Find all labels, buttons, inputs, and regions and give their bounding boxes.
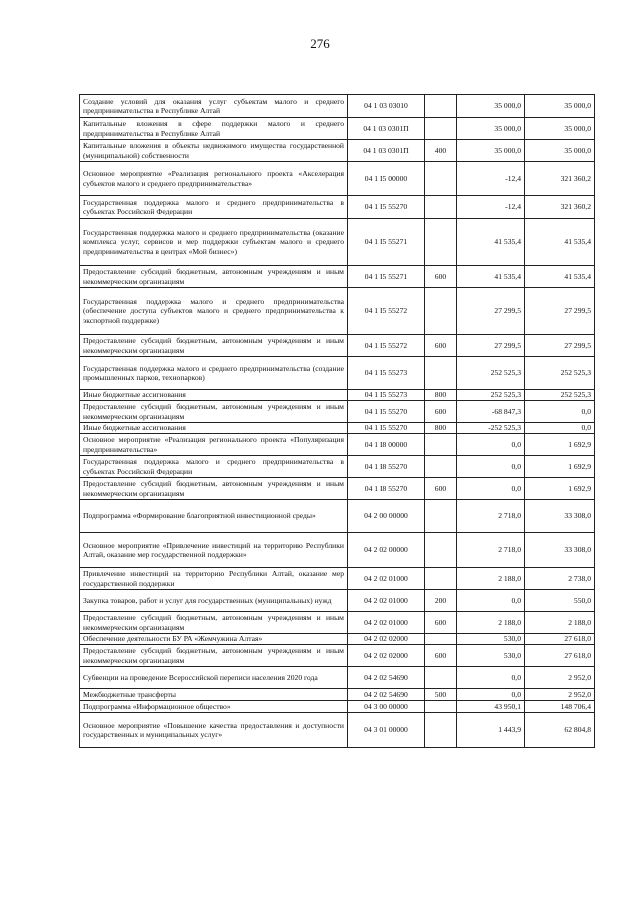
budget-code-cell: 04 1 I8 55270 <box>348 478 425 500</box>
table-row <box>80 701 595 713</box>
amount-change-cell: 530,0 <box>457 645 525 667</box>
table-row <box>80 401 595 423</box>
budget-table-body <box>80 95 595 748</box>
amount-total-cell: 2 952,0 <box>525 667 595 689</box>
budget-code-cell: 04 1 I5 55270 <box>348 196 425 219</box>
item-name-cell: Иные бюджетные ассигнования <box>80 423 348 434</box>
amount-change-cell: 530,0 <box>457 634 525 645</box>
item-name-cell: Государственная поддержка малого и среднего предпринимательства в субъектах Российской Федерации <box>80 456 348 478</box>
table-row <box>80 478 595 500</box>
amount-total-cell: 35 000,0 <box>525 95 595 118</box>
budget-code-cell: 04 2 02 54690 <box>348 667 425 689</box>
amount-change-cell: 43 950,1 <box>457 701 525 713</box>
item-name-cell: Предоставление субсидий бюджетным, автономным учреждениям и иным некоммерческим организациям <box>80 478 348 500</box>
table-row <box>80 667 595 689</box>
budget-code-cell: 04 1 03 0301П <box>348 118 425 140</box>
table-row <box>80 634 595 645</box>
amount-change-cell: 27 299,5 <box>457 335 525 357</box>
amount-total-cell: 0,0 <box>525 423 595 434</box>
expense-type-cell: 400 <box>425 140 457 162</box>
table-row <box>80 390 595 401</box>
expense-type-cell <box>425 533 457 568</box>
table-row <box>80 335 595 357</box>
amount-total-cell: 2 188,0 <box>525 612 595 634</box>
expense-type-cell: 600 <box>425 401 457 423</box>
budget-code-cell: 04 1 I5 00000 <box>348 162 425 196</box>
amount-change-cell: -12,4 <box>457 196 525 219</box>
amount-change-cell: 0,0 <box>457 689 525 701</box>
amount-total-cell: 252 525,3 <box>525 357 595 390</box>
budget-code-cell: 04 2 02 02000 <box>348 645 425 667</box>
amount-change-cell: 2 188,0 <box>457 568 525 590</box>
expense-type-cell <box>425 456 457 478</box>
table-row <box>80 140 595 162</box>
table-row <box>80 219 595 266</box>
expense-type-cell: 600 <box>425 645 457 667</box>
item-name-cell: Предоставление субсидий бюджетным, автономным учреждениям и иным некоммерческим организациям <box>80 335 348 357</box>
expense-type-cell <box>425 634 457 645</box>
amount-total-cell: 27 299,5 <box>525 288 595 335</box>
budget-code-cell: 04 2 02 02000 <box>348 634 425 645</box>
budget-code-cell: 04 1 I8 00000 <box>348 434 425 456</box>
amount-total-cell: 1 692,9 <box>525 434 595 456</box>
item-name-cell: Субвенции на проведение Всероссийской переписи населения 2020 года <box>80 667 348 689</box>
budget-code-cell: 04 3 00 00000 <box>348 701 425 713</box>
amount-change-cell: 41 535,4 <box>457 266 525 288</box>
amount-total-cell: 1 692,9 <box>525 456 595 478</box>
amount-total-cell: 2 952,0 <box>525 689 595 701</box>
expense-type-cell <box>425 288 457 335</box>
budget-code-cell: 04 1 I5 55273 <box>348 357 425 390</box>
table-row <box>80 196 595 219</box>
amount-change-cell: 27 299,5 <box>457 288 525 335</box>
amount-total-cell: 550,0 <box>525 590 595 612</box>
amount-change-cell: 35 000,0 <box>457 118 525 140</box>
item-name-cell: Основное мероприятие «Реализация регионального проекта «Популяризация предпринимательства» <box>80 434 348 456</box>
amount-total-cell: 27 299,5 <box>525 335 595 357</box>
item-name-cell: Основное мероприятие «Повышение качества предоставления и доступности государственных и муниципальных услуг» <box>80 713 348 748</box>
table-row <box>80 95 595 118</box>
amount-total-cell: 41 535,4 <box>525 219 595 266</box>
amount-total-cell: 35 000,0 <box>525 140 595 162</box>
amount-change-cell: 2 718,0 <box>457 533 525 568</box>
expense-type-cell <box>425 701 457 713</box>
table-row <box>80 568 595 590</box>
item-name-cell: Подпрограмма «Формирование благоприятной инвестиционной среды» <box>80 500 348 533</box>
budget-code-cell: 04 2 02 00000 <box>348 533 425 568</box>
table-row <box>80 357 595 390</box>
table-row <box>80 266 595 288</box>
budget-code-cell: 04 1 03 0301П <box>348 140 425 162</box>
amount-change-cell: -252 525,3 <box>457 423 525 434</box>
budget-code-cell: 04 1 I5 55271 <box>348 219 425 266</box>
item-name-cell: Межбюджетные трансферты <box>80 689 348 701</box>
amount-total-cell: 27 618,0 <box>525 645 595 667</box>
amount-change-cell: 0,0 <box>457 667 525 689</box>
budget-code-cell: 04 1 I5 55273 <box>348 390 425 401</box>
budget-code-cell: 04 2 02 01000 <box>348 568 425 590</box>
table-row <box>80 689 595 701</box>
amount-total-cell: 0,0 <box>525 401 595 423</box>
amount-change-cell: 2 188,0 <box>457 612 525 634</box>
item-name-cell: Предоставление субсидий бюджетным, автономным учреждениям и иным некоммерческим организациям <box>80 645 348 667</box>
item-name-cell: Государственная поддержка малого и среднего предпринимательства (обеспечение доступа субъектов малого и среднего предпринимательства к экспортной поддержке) <box>80 288 348 335</box>
expense-type-cell <box>425 357 457 390</box>
expense-type-cell <box>425 162 457 196</box>
amount-total-cell: 41 535,4 <box>525 266 595 288</box>
budget-code-cell: 04 1 I5 55270 <box>348 423 425 434</box>
budget-code-cell: 04 1 03 03010 <box>348 95 425 118</box>
item-name-cell: Государственная поддержка малого и среднего предпринимательства в субъектах Российской Федерации <box>80 196 348 219</box>
table-row <box>80 118 595 140</box>
amount-total-cell: 35 000,0 <box>525 118 595 140</box>
table-row <box>80 162 595 196</box>
expense-type-cell: 800 <box>425 390 457 401</box>
table-row <box>80 713 595 748</box>
expense-type-cell <box>425 434 457 456</box>
amount-change-cell: 252 525,3 <box>457 357 525 390</box>
budget-code-cell: 04 1 I5 55272 <box>348 288 425 335</box>
expense-type-cell <box>425 568 457 590</box>
budget-table <box>79 94 595 748</box>
budget-code-cell: 04 2 02 01000 <box>348 590 425 612</box>
amount-change-cell: 252 525,3 <box>457 390 525 401</box>
expense-type-cell <box>425 95 457 118</box>
amount-change-cell: 2 718,0 <box>457 500 525 533</box>
item-name-cell: Основное мероприятие «Привлечение инвестиций на территорию Республики Алтай, оказание мер государственной поддержки» <box>80 533 348 568</box>
amount-change-cell: 35 000,0 <box>457 95 525 118</box>
amount-change-cell: 0,0 <box>457 478 525 500</box>
amount-change-cell: -68 847,3 <box>457 401 525 423</box>
expense-type-cell <box>425 667 457 689</box>
amount-change-cell: 0,0 <box>457 590 525 612</box>
table-row <box>80 456 595 478</box>
expense-type-cell <box>425 219 457 266</box>
item-name-cell: Подпрограмма «Информационное общество» <box>80 701 348 713</box>
amount-change-cell: 1 443,9 <box>457 713 525 748</box>
table-row <box>80 590 595 612</box>
expense-type-cell <box>425 118 457 140</box>
amount-total-cell: 252 525,3 <box>525 390 595 401</box>
amount-total-cell: 321 360,2 <box>525 162 595 196</box>
amount-total-cell: 27 618,0 <box>525 634 595 645</box>
expense-type-cell <box>425 500 457 533</box>
expense-type-cell: 500 <box>425 689 457 701</box>
amount-change-cell: 41 535,4 <box>457 219 525 266</box>
amount-total-cell: 1 692,9 <box>525 478 595 500</box>
amount-total-cell: 33 308,0 <box>525 533 595 568</box>
table-row <box>80 645 595 667</box>
table-row <box>80 423 595 434</box>
table-row <box>80 533 595 568</box>
expense-type-cell: 600 <box>425 478 457 500</box>
budget-code-cell: 04 1 I8 55270 <box>348 456 425 478</box>
amount-total-cell: 33 308,0 <box>525 500 595 533</box>
item-name-cell: Иные бюджетные ассигнования <box>80 390 348 401</box>
amount-change-cell: -12,4 <box>457 162 525 196</box>
item-name-cell: Основное мероприятие «Реализация регионального проекта «Акселерация субъектов малого и среднего предпринимательства» <box>80 162 348 196</box>
budget-code-cell: 04 2 02 01000 <box>348 612 425 634</box>
budget-code-cell: 04 1 I5 55272 <box>348 335 425 357</box>
amount-change-cell: 35 000,0 <box>457 140 525 162</box>
amount-total-cell: 62 804,8 <box>525 713 595 748</box>
expense-type-cell: 600 <box>425 335 457 357</box>
amount-total-cell: 321 360,2 <box>525 196 595 219</box>
item-name-cell: Предоставление субсидий бюджетным, автономным учреждениям и иным некоммерческим организациям <box>80 266 348 288</box>
item-name-cell: Обеспечение деятельности БУ РА «Жемчужина Алтая» <box>80 634 348 645</box>
item-name-cell: Предоставление субсидий бюджетным, автономным учреждениям и иным некоммерческим организациям <box>80 612 348 634</box>
amount-change-cell: 0,0 <box>457 434 525 456</box>
item-name-cell: Предоставление субсидий бюджетным, автономным учреждениям и иным некоммерческим организациям <box>80 401 348 423</box>
budget-code-cell: 04 2 00 00000 <box>348 500 425 533</box>
amount-change-cell: 0,0 <box>457 456 525 478</box>
expense-type-cell: 600 <box>425 612 457 634</box>
table-row <box>80 434 595 456</box>
item-name-cell: Капитальные вложения в объекты недвижимого имущества государственной (муниципальной) собственности <box>80 140 348 162</box>
expense-type-cell: 800 <box>425 423 457 434</box>
table-row <box>80 288 595 335</box>
item-name-cell: Капитальные вложения в сфере поддержки малого и среднего предпринимательства в Республике Алтай <box>80 118 348 140</box>
expense-type-cell <box>425 713 457 748</box>
budget-code-cell: 04 2 02 54690 <box>348 689 425 701</box>
amount-total-cell: 2 738,0 <box>525 568 595 590</box>
item-name-cell: Государственная поддержка малого и среднего предпринимательства (оказание комплекса услуг, сервисов и мер поддержки субъектам малого и среднего предпринимательства в центрах «Мой бизнес») <box>80 219 348 266</box>
item-name-cell: Привлечение инвестиций на территорию Республики Алтай, оказание мер государственной поддержки <box>80 568 348 590</box>
expense-type-cell: 600 <box>425 266 457 288</box>
expense-type-cell: 200 <box>425 590 457 612</box>
item-name-cell: Государственная поддержка малого и среднего предпринимательства (создание промышленных парков, технопарков) <box>80 357 348 390</box>
budget-code-cell: 04 1 I5 55270 <box>348 401 425 423</box>
table-row <box>80 500 595 533</box>
table-row <box>80 612 595 634</box>
expense-type-cell <box>425 196 457 219</box>
budget-code-cell: 04 3 01 00000 <box>348 713 425 748</box>
page-number: 276 <box>310 36 330 51</box>
budget-code-cell: 04 1 I5 55271 <box>348 266 425 288</box>
item-name-cell: Закупка товаров, работ и услуг для государственных (муниципальных) нужд <box>80 590 348 612</box>
amount-total-cell: 148 706,4 <box>525 701 595 713</box>
item-name-cell: Создание условий для оказания услуг субъектам малого и среднего предпринимательства в Республике Алтай <box>80 95 348 118</box>
